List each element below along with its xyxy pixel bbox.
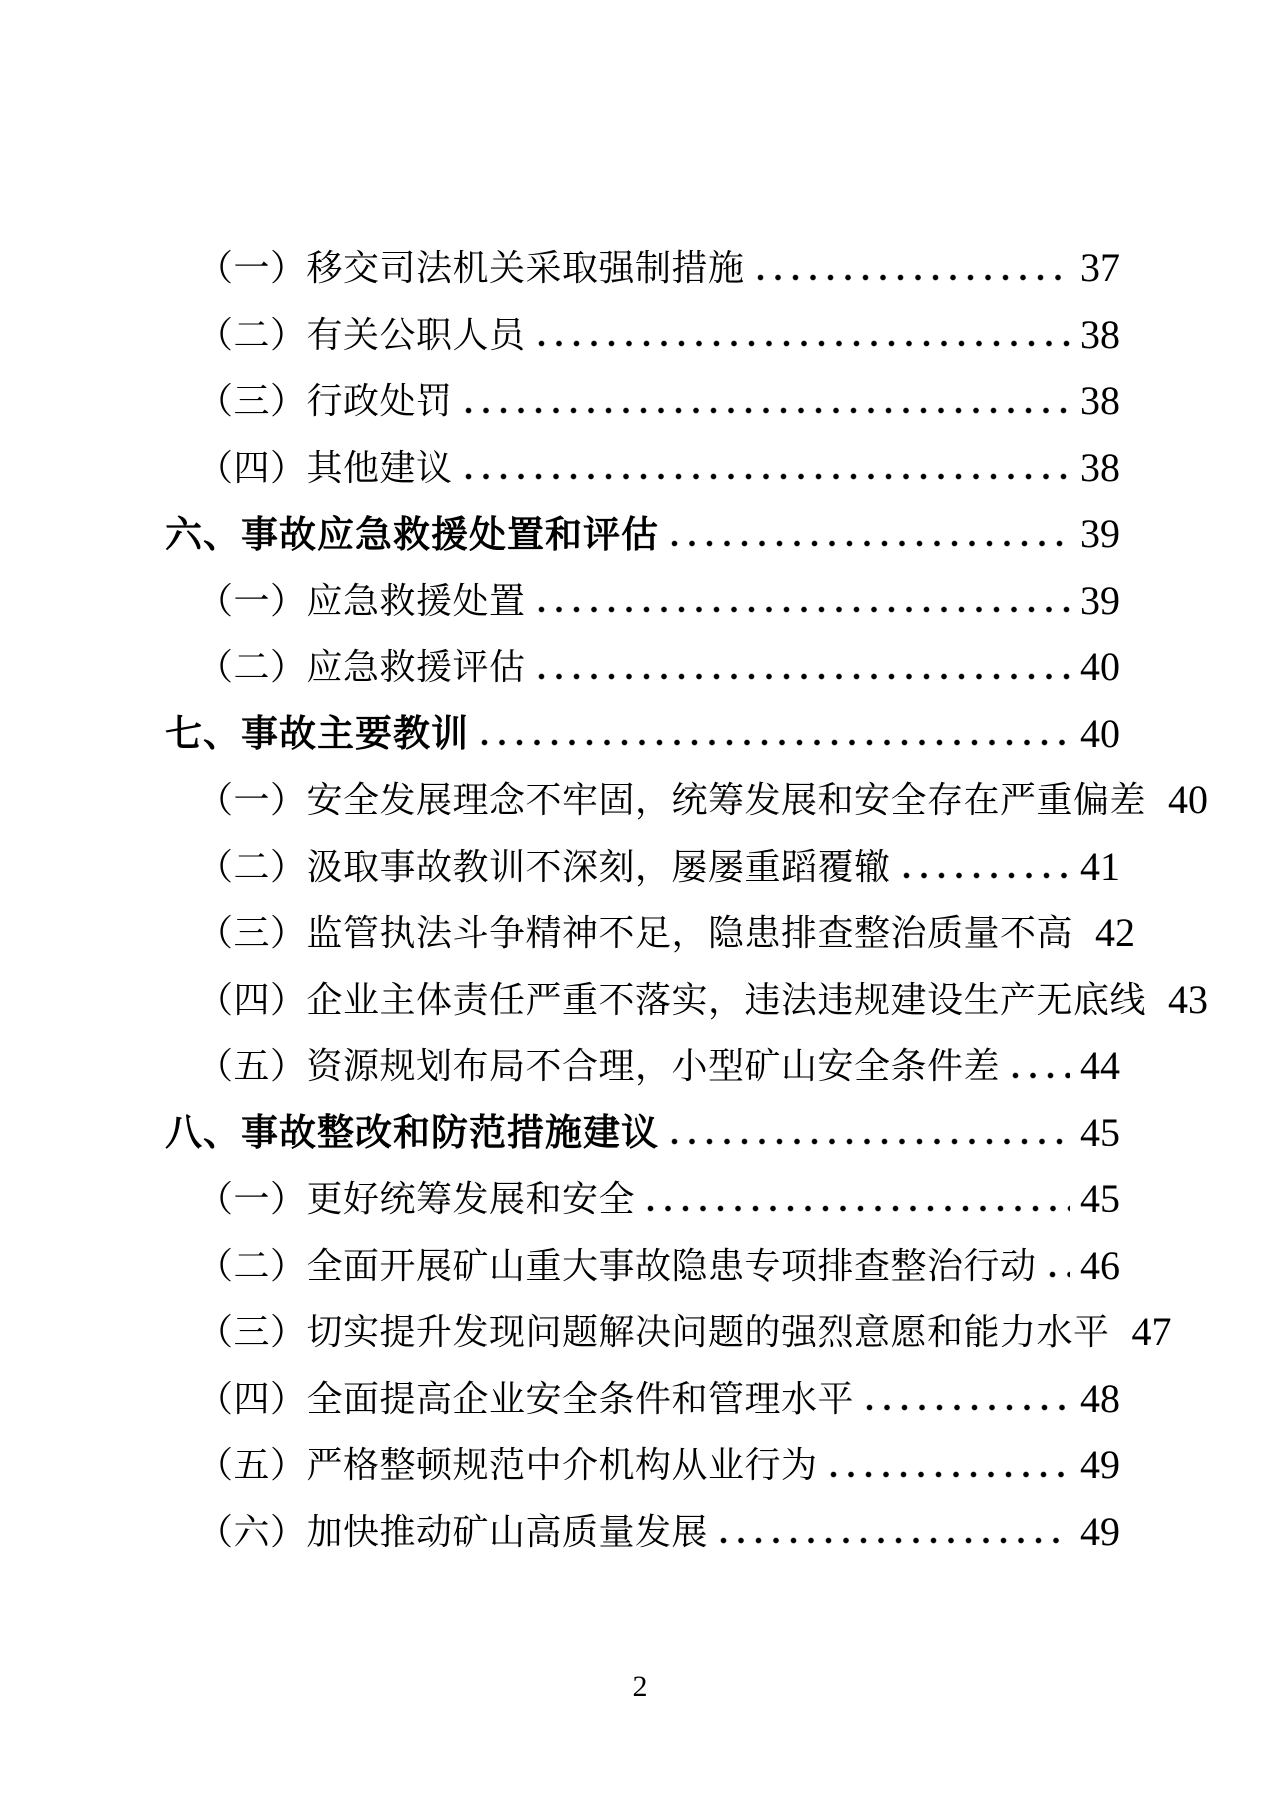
page-footer <box>0 1672 1280 1702</box>
toc-entry-label: （四）全面提高企业安全条件和管理水平 <box>197 1378 855 1419</box>
toc-entry-page-number: 40 <box>1168 777 1209 823</box>
toc-entry-page-number: 38 <box>1080 378 1120 424</box>
toc-dot-leader <box>465 407 1070 414</box>
toc-entry-page-number: 44 <box>1080 1043 1120 1089</box>
toc-dot-leader <box>866 1404 1070 1411</box>
toc-entry[interactable] <box>150 501 1120 568</box>
toc-entry-label: （一）应急救援处置 <box>197 580 526 621</box>
toc-dot-leader <box>647 1205 1070 1212</box>
toc-dot-leader <box>671 540 1070 547</box>
toc-entry-page-number: 49 <box>1080 1442 1120 1488</box>
toc-entry-label: （一）移交司法机关采取强制措施 <box>197 248 745 289</box>
toc-entry[interactable] <box>150 1366 1120 1433</box>
toc-entry-page-number: 47 <box>1131 1309 1172 1355</box>
toc-entry-page-number: 42 <box>1095 910 1136 956</box>
toc-entry-label: （二）应急救援评估 <box>197 647 526 688</box>
toc-entry-label: （五）严格整顿规范中介机构从业行为 <box>197 1445 818 1486</box>
toc-entry-page-number: 38 <box>1080 444 1120 490</box>
toc-entry-page-number: 45 <box>1080 1109 1120 1155</box>
toc-entry-label: （二）汲取事故教训不深刻，屡屡重蹈覆辙 <box>197 846 891 887</box>
toc-entry[interactable] <box>150 1499 1120 1566</box>
toc-dot-leader <box>720 1537 1070 1544</box>
toc-dot-leader <box>1012 1072 1070 1079</box>
toc-entry[interactable] <box>150 568 1120 635</box>
page-number: 2 <box>632 1670 648 1703</box>
toc-entry-page-number: 39 <box>1080 577 1120 623</box>
toc-entry-label: （三）切实提升发现问题解决问题的强烈意愿和能力水平 <box>197 1312 1110 1353</box>
toc-entry-label: （三）行政处罚 <box>197 381 453 422</box>
toc-entry[interactable] <box>150 1166 1120 1233</box>
toc-entry[interactable] <box>150 235 1120 302</box>
toc-entry-page-number: 41 <box>1080 843 1120 889</box>
toc-entry-page-number: 40 <box>1080 644 1120 690</box>
toc-entry-page-number: 45 <box>1080 1176 1120 1222</box>
toc-entry-page-number: 40 <box>1080 710 1120 756</box>
toc-entry[interactable] <box>150 634 1120 701</box>
toc-dot-leader <box>465 473 1070 480</box>
toc-entry-label: 七、事故主要教训 <box>165 713 469 755</box>
toc-entry[interactable] <box>150 1432 1120 1499</box>
toc-dot-leader <box>830 1471 1070 1478</box>
toc-entry[interactable] <box>150 701 1120 768</box>
toc-dot-leader <box>903 872 1070 879</box>
toc-entry-page-number: 37 <box>1080 245 1120 291</box>
toc-dot-leader <box>757 274 1070 281</box>
toc-entry[interactable] <box>150 900 1136 967</box>
toc-entry-label: （四）企业主体责任严重不落实，违法违规建设生产无底线 <box>197 979 1147 1020</box>
toc-entry[interactable] <box>150 967 1209 1034</box>
toc-entry[interactable] <box>150 1033 1120 1100</box>
toc-dot-leader <box>1049 1271 1070 1278</box>
toc-entry-page-number: 48 <box>1080 1375 1120 1421</box>
toc-entry-page-number: 49 <box>1080 1508 1120 1554</box>
toc-entry-page-number: 38 <box>1080 311 1120 357</box>
toc-entry[interactable] <box>150 834 1120 901</box>
toc-entry[interactable] <box>150 302 1120 369</box>
toc-entry-label: （二）全面开展矿山重大事故隐患专项排查整治行动 <box>197 1245 1037 1286</box>
toc-dot-leader <box>538 340 1070 347</box>
toc-entry[interactable] <box>150 368 1120 435</box>
toc-entry-label: （一）更好统筹发展和安全 <box>197 1179 636 1220</box>
toc-entry-page-number: 43 <box>1168 976 1209 1022</box>
toc-entry[interactable] <box>150 767 1209 834</box>
table-of-contents <box>150 235 1209 1565</box>
toc-entry[interactable] <box>150 1299 1172 1366</box>
toc-entry-label: （二）有关公职人员 <box>197 314 526 355</box>
toc-entry-label: 八、事故整改和防范措施建议 <box>165 1112 659 1154</box>
toc-entry-label: 六、事故应急救援处置和评估 <box>165 513 659 555</box>
toc-entry-page-number: 39 <box>1080 511 1120 557</box>
toc-entry[interactable] <box>150 1100 1120 1167</box>
toc-dot-leader <box>538 606 1070 613</box>
toc-entry-label: （四）其他建议 <box>197 447 453 488</box>
toc-entry-label: （五）资源规划布局不合理，小型矿山安全条件差 <box>197 1046 1001 1087</box>
toc-entry-label: （三）监管执法斗争精神不足，隐患排查整治质量不高 <box>197 913 1074 954</box>
toc-entry[interactable] <box>150 1233 1120 1300</box>
toc-dot-leader <box>671 1138 1070 1145</box>
toc-entry-page-number: 46 <box>1080 1242 1120 1288</box>
toc-entry[interactable] <box>150 435 1120 502</box>
toc-dot-leader <box>538 673 1070 680</box>
toc-entry-label: （一）安全发展理念不牢固，统筹发展和安全存在严重偏差 <box>197 780 1147 821</box>
toc-dot-leader <box>481 739 1070 746</box>
toc-entry-label: （六）加快推动矿山高质量发展 <box>197 1511 709 1552</box>
